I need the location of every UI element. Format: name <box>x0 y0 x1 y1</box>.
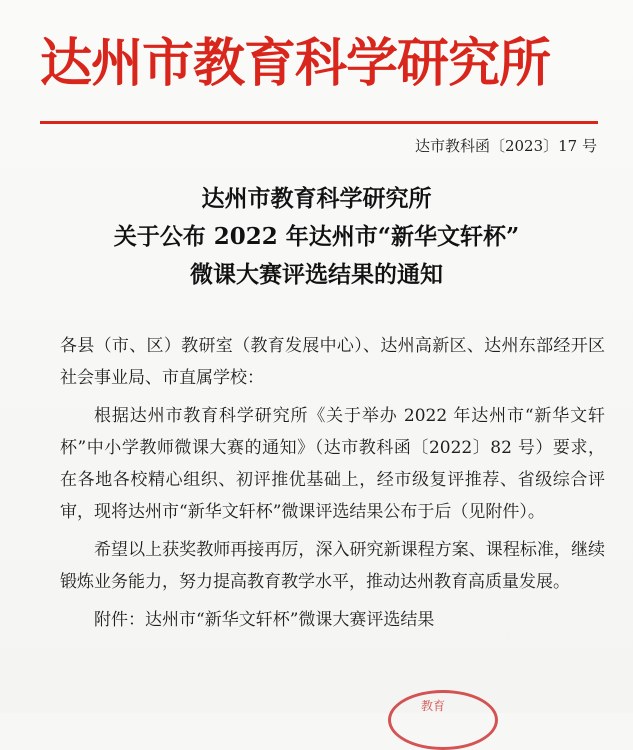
attachment-line: 附件：达州市“新华文轩杯”微课大赛评选结果 <box>94 610 435 630</box>
body-paragraph-1: 根据达州市教育科学研究所《关于举办 2022 年达州市“新华文轩杯”中小学教师微课大赛的通知》（达市教科函〔2022〕82 号）要求，在各地各校精心组织、初评推优基础上，经市级复评推荐、省级综合评审，现将达州市“新华文轩杯”微课评选结果公布于后（见附件）。 <box>60 406 605 522</box>
recipients-paragraph: 各县（市、区）教研室（教育发展中心）、达州高新区、达州东部经开区社会事业局、市直属学校： <box>60 336 605 388</box>
notice-body <box>60 330 605 642</box>
official-seal <box>388 690 498 750</box>
notice-title <box>0 180 633 294</box>
body-paragraph-2: 希望以上获奖教师再接再厉，深入研究新课程方案、课程标准，继续锻炼业务能力，努力提高教育教学水平，推动达州教育高质量发展。 <box>60 540 605 592</box>
title-line-2: 关于公布 2022 年达州市“新华文轩杯” <box>113 223 520 250</box>
document-number: 达市教科函〔2023〕17 号 <box>414 137 597 155</box>
header-red-rule <box>40 121 598 124</box>
issuer-header: 达州市教育科学研究所 <box>40 33 551 94</box>
title-line-3: 微课大赛评选结果的通知 <box>190 261 443 288</box>
seal-text: 教育 <box>421 699 446 713</box>
title-line-1: 达州市教育科学研究所 <box>201 185 432 212</box>
